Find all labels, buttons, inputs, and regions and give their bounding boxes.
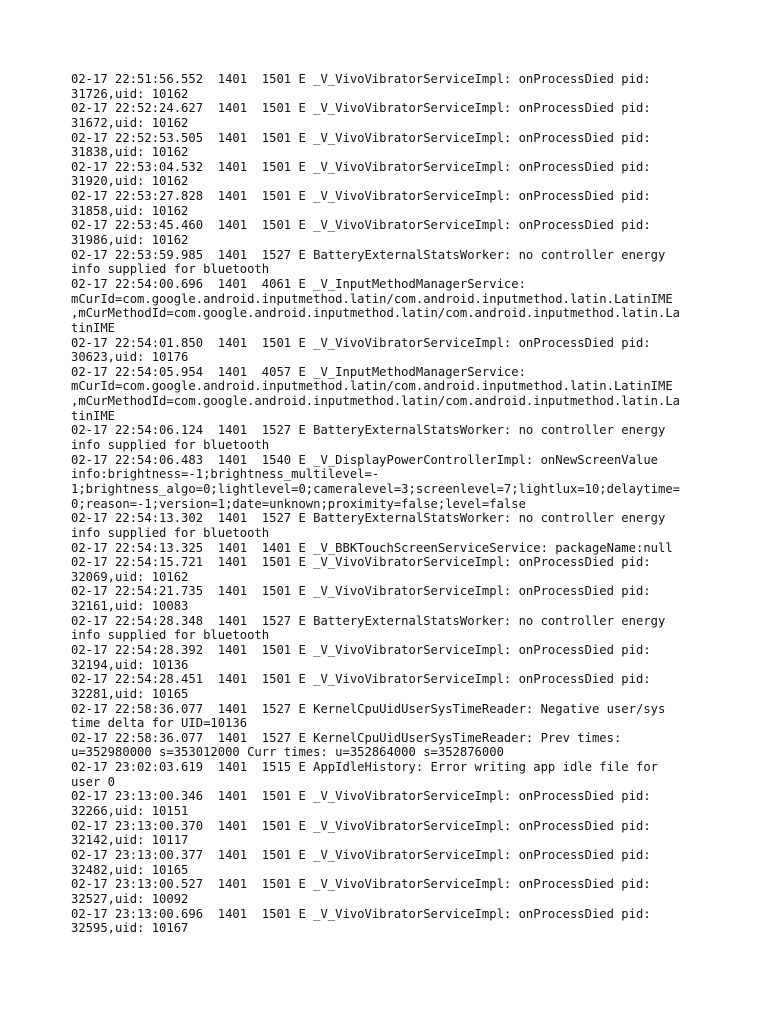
log-line: info:brightness=-1;brightness_multilevel=-: [71, 467, 380, 482]
log-line: mCurId=com.google.android.inputmethod.latin/com.android.inputmethod.latin.LatinIME: [71, 379, 673, 394]
log-line: 02-17 22:54:28.348 1401 1527 E BatteryExternalStatsWorker: no controller energy: [71, 613, 666, 628]
log-line: info supplied for bluetooth: [71, 262, 270, 277]
log-line: 32069,uid: 10162: [71, 569, 189, 584]
log-line: 02-17 22:53:59.985 1401 1527 E BatteryExternalStatsWorker: no controller energy: [71, 247, 666, 262]
log-line: 02-17 22:54:28.392 1401 1501 E _V_VivoVibratorServiceImpl: onProcessDied pid:: [71, 642, 651, 657]
log-line: 31858,uid: 10162: [71, 203, 189, 218]
log-line: tinIME: [71, 320, 116, 335]
log-line: 02-17 22:54:05.954 1401 4057 E _V_InputMethodManagerService:: [71, 364, 526, 379]
log-line: 02-17 23:13:00.527 1401 1501 E _V_VivoVibratorServiceImpl: onProcessDied pid:: [71, 877, 651, 892]
log-line: 32527,uid: 10092: [71, 891, 189, 906]
log-line: 32482,uid: 10165: [71, 862, 189, 877]
log-line: 02-17 22:58:36.077 1401 1527 E KernelCpuUidUserSysTimeReader: Negative user/sys: [71, 701, 666, 716]
log-line: 02-17 22:58:36.077 1401 1527 E KernelCpuUidUserSysTimeReader: Prev times:: [71, 730, 622, 745]
log-line: tinIME: [71, 408, 116, 423]
log-line: 02-17 22:54:15.721 1401 1501 E _V_VivoVibratorServiceImpl: onProcessDied pid:: [71, 555, 651, 570]
log-line: 02-17 22:54:01.850 1401 1501 E _V_VivoVibratorServiceImpl: onProcessDied pid:: [71, 335, 651, 350]
log-line: u=352980000 s=353012000 Curr times: u=352864000 s=352876000: [71, 745, 504, 760]
log-line: 02-17 22:54:00.696 1401 4061 E _V_InputMethodManagerService:: [71, 276, 526, 291]
log-line: 02-17 22:52:53.505 1401 1501 E _V_VivoVibratorServiceImpl: onProcessDied pid:: [71, 130, 651, 145]
log-line: 31838,uid: 10162: [71, 145, 189, 160]
log-line: 0;reason=-1;version=1;date=unknown;proximity=false;level=false: [71, 496, 526, 511]
log-line: 02-17 22:54:21.735 1401 1501 E _V_VivoVibratorServiceImpl: onProcessDied pid:: [71, 584, 651, 599]
log-line: 02-17 22:51:56.552 1401 1501 E _V_VivoVibratorServiceImpl: onProcessDied pid:: [71, 72, 651, 86]
log-line: user 0: [71, 774, 116, 789]
log-line: mCurId=com.google.android.inputmethod.latin/com.android.inputmethod.latin.LatinIME: [71, 291, 673, 306]
log-line: time delta for UID=10136: [71, 716, 248, 731]
log-line: 02-17 23:13:00.696 1401 1501 E _V_VivoVibratorServiceImpl: onProcessDied pid:: [71, 906, 651, 921]
log-line: 02-17 22:54:06.124 1401 1527 E BatteryExternalStatsWorker: no controller energy: [71, 423, 666, 438]
log-line: 32281,uid: 10165: [71, 686, 189, 701]
log-line: 02-17 23:02:03.619 1401 1515 E AppIdleHistory: Error writing app idle file for: [71, 760, 658, 775]
log-line: info supplied for bluetooth: [71, 438, 270, 453]
log-line: 32142,uid: 10117: [71, 833, 189, 848]
log-line: 31672,uid: 10162: [71, 115, 189, 130]
log-line: 32194,uid: 10136: [71, 657, 189, 672]
log-line: 02-17 23:13:00.370 1401 1501 E _V_VivoVibratorServiceImpl: onProcessDied pid:: [71, 818, 651, 833]
log-line: 02-17 22:52:24.627 1401 1501 E _V_VivoVibratorServiceImpl: onProcessDied pid:: [71, 101, 651, 116]
log-line: 02-17 22:54:13.302 1401 1527 E BatteryExternalStatsWorker: no controller energy: [71, 511, 666, 526]
log-line: 31986,uid: 10162: [71, 233, 189, 248]
log-line: ,mCurMethodId=com.google.android.inputmethod.latin/com.android.inputmethod.latin.La: [71, 394, 681, 409]
log-line: ,mCurMethodId=com.google.android.inputmethod.latin/com.android.inputmethod.latin.La: [71, 306, 681, 321]
log-line: 32595,uid: 10167: [71, 921, 189, 936]
log-line: info supplied for bluetooth: [71, 525, 270, 540]
log-line: 02-17 23:13:00.377 1401 1501 E _V_VivoVibratorServiceImpl: onProcessDied pid:: [71, 847, 651, 862]
log-text-block: [71, 72, 711, 936]
log-line: 32266,uid: 10151: [71, 804, 189, 819]
log-line: 02-17 22:53:45.460 1401 1501 E _V_VivoVibratorServiceImpl: onProcessDied pid:: [71, 218, 651, 233]
log-line: info supplied for bluetooth: [71, 628, 270, 643]
log-line: 02-17 22:53:04.532 1401 1501 E _V_VivoVibratorServiceImpl: onProcessDied pid:: [71, 159, 651, 174]
log-line: 02-17 22:54:28.451 1401 1501 E _V_VivoVibratorServiceImpl: onProcessDied pid:: [71, 672, 651, 687]
log-line: 30623,uid: 10176: [71, 350, 189, 365]
log-line: 02-17 23:13:00.346 1401 1501 E _V_VivoVibratorServiceImpl: onProcessDied pid:: [71, 789, 651, 804]
log-line: 02-17 22:53:27.828 1401 1501 E _V_VivoVibratorServiceImpl: onProcessDied pid:: [71, 189, 651, 204]
log-line: 31920,uid: 10162: [71, 174, 189, 189]
log-line: 1;brightness_algo=0;lightlevel=0;cameralevel=3;screenlevel=7;lightlux=10;delaytime=: [71, 481, 681, 496]
log-line: 32161,uid: 10083: [71, 599, 189, 614]
log-line: 02-17 22:54:13.325 1401 1401 E _V_BBKTouchScreenServiceService: packageName:null: [71, 540, 673, 555]
log-line: 31726,uid: 10162: [71, 86, 189, 101]
log-line: 02-17 22:54:06.483 1401 1540 E _V_DisplayPowerControllerImpl: onNewScreenValue: [71, 452, 658, 467]
